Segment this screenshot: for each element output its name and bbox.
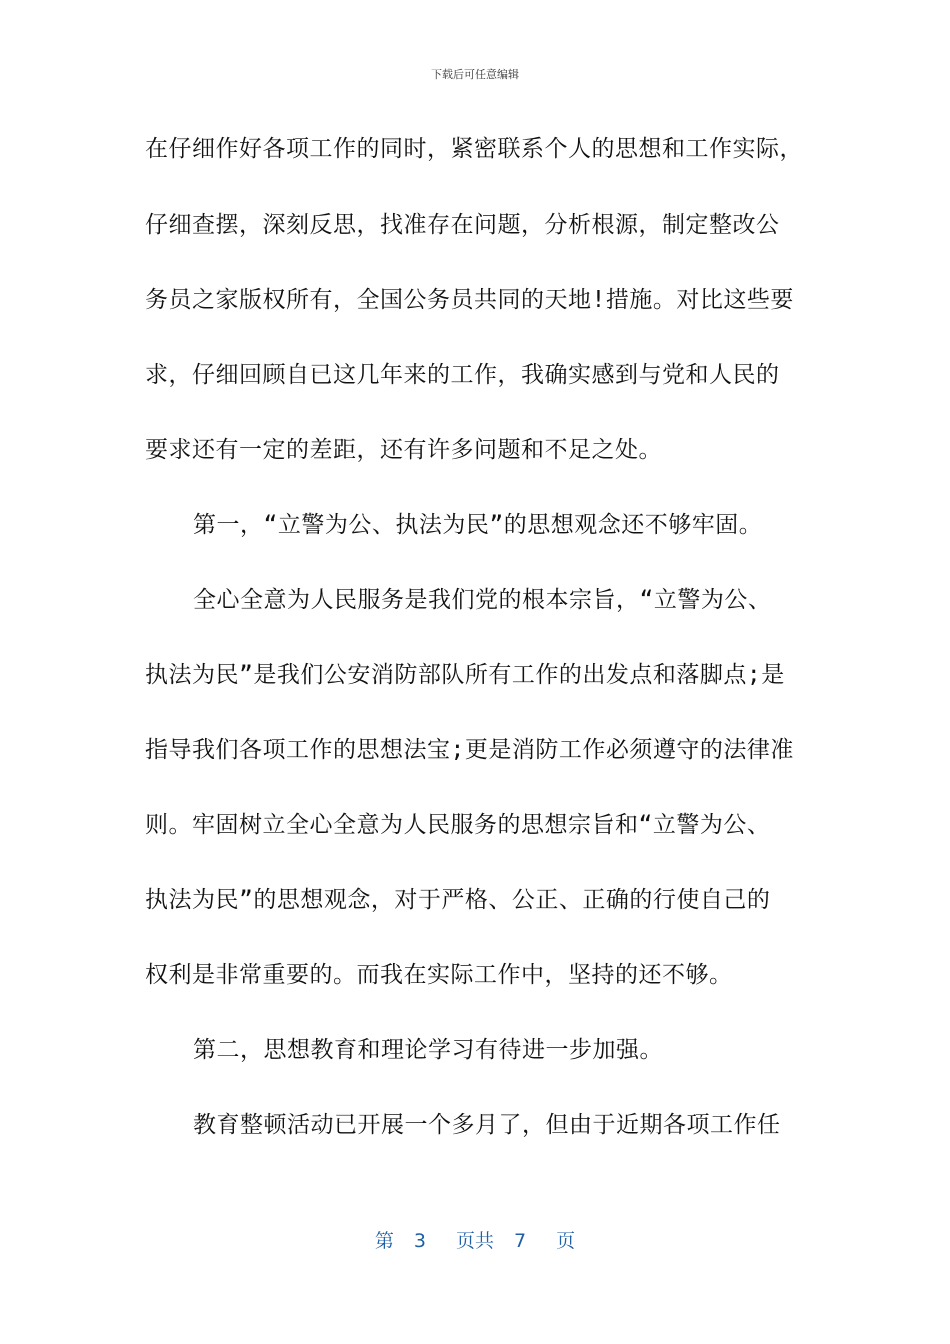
body-line: 执法为民”的思想观念，对于严格、公正、正确的行使自己的 [145, 887, 771, 913]
body-line: 仔细查摆，深刻反思，找准存在问题，分析根源，制定整改公 [145, 212, 780, 238]
body-line: 教育整顿活动已开展一个多月了，但由于近期各项工作任 [193, 1112, 781, 1138]
body-line: 指导我们各项工作的思想法宝;更是消防工作必须遵守的法律准 [145, 737, 794, 763]
body-line: 务员之家版权所有，全国公务员共同的天地!措施。对比这些要 [145, 287, 794, 313]
body-line: 求，仔细回顾自已这几年来的工作，我确实感到与党和人民的 [145, 362, 780, 388]
page-number-footer [0, 1226, 950, 1253]
header-note: 下载后可任意编辑 [431, 68, 519, 81]
total-pages-number: 7 [514, 1230, 527, 1252]
section-heading: 第二，思想教育和理论学习有待进一步加强。 [193, 1037, 663, 1063]
body-line: 则。牢固树立全心全意为人民服务的思想宗旨和“立警为公、 [145, 812, 771, 838]
section-heading: 第一，“立警为公、执法为民”的思想观念还不够牢固。 [193, 512, 763, 538]
body-line: 权利是非常重要的。而我在实际工作中，坚持的还不够。 [145, 962, 733, 988]
body-line: 要求还有一定的差距，还有许多问题和不足之处。 [145, 437, 662, 463]
body-line: 全心全意为人民服务是我们党的根本宗旨，“立警为公、 [193, 587, 772, 613]
footer-suffix: 页 [556, 1230, 576, 1252]
footer-prefix: 第 [374, 1230, 394, 1252]
current-page-number: 3 [413, 1230, 426, 1252]
footer-middle: 页共 [455, 1230, 494, 1252]
body-line: 执法为民”是我们公安消防部队所有工作的出发点和落脚点;是 [145, 662, 785, 688]
body-line: 在仔细作好各项工作的同时，紧密联系个人的思想和工作实际， [145, 136, 803, 162]
